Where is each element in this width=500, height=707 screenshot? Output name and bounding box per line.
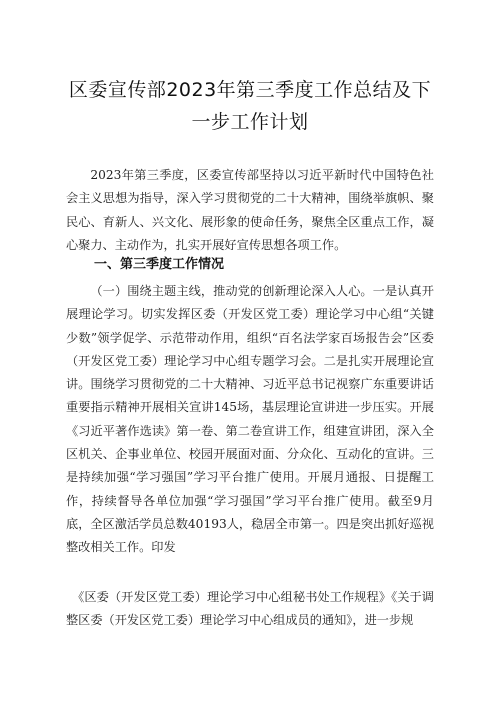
section-heading-1: 一、第三季度工作情况 xyxy=(94,257,225,272)
intro-paragraph: 2023年第三季度，区委宣传部坚持以习近平新时代中国特色社会主义思想为指导，深入学习贯彻党的二十大精神，围绕举旗帜、聚民心、育新人、兴文化、展形象的使命任务，聚焦全区重点工作，凝心聚力、主动作为，扎实开展好宣传思想各项工作。 xyxy=(66,168,434,252)
document-title-line-2: 一步工作计划 xyxy=(191,111,309,133)
document-title-line-1: 区委宣传部2023年第三季度工作总结及下 xyxy=(68,79,432,101)
body-paragraph-1: （一）围绕主题主线，推动党的创新理论深入人心。一是认真开展理论学习。切实发挥区委（开发区党工委）理论学习中心组“关键少数”领学促学、示范带动作用，组织“百名法学家百场报告会”区委（开发区党工委）理论学习中心组专题学习会。二是扎实开展理论宣讲。围绕学习贯彻党的二十大精神、习近平总书记视察广东重要讲话重要指示精神开展相关宣讲145场，基层理论宣讲进一步压实。开展《习近平著作选读》第一卷、第二卷宣讲工作，组建宣讲团，深入全区机关、企事业单位、校园开展面对面、分众化、互动化的宣讲。三是持续加强“学习强国”学习平台推广使用。开展月通报、日提醒工作，持续督导各单位加强“学习强国”学习平台推广使用。截至9月底，全区激活学员总数40193人，稳居全市第一。四是突出抓好巡视整改相关工作。印发 xyxy=(66,284,434,555)
body-paragraph-2: 《区委（开发区党工委）理论学习中心组秘书处工作规程》《关于调整区委（开发区党工委）理论学习中心组成员的通知》，进一步规 xyxy=(66,590,434,628)
